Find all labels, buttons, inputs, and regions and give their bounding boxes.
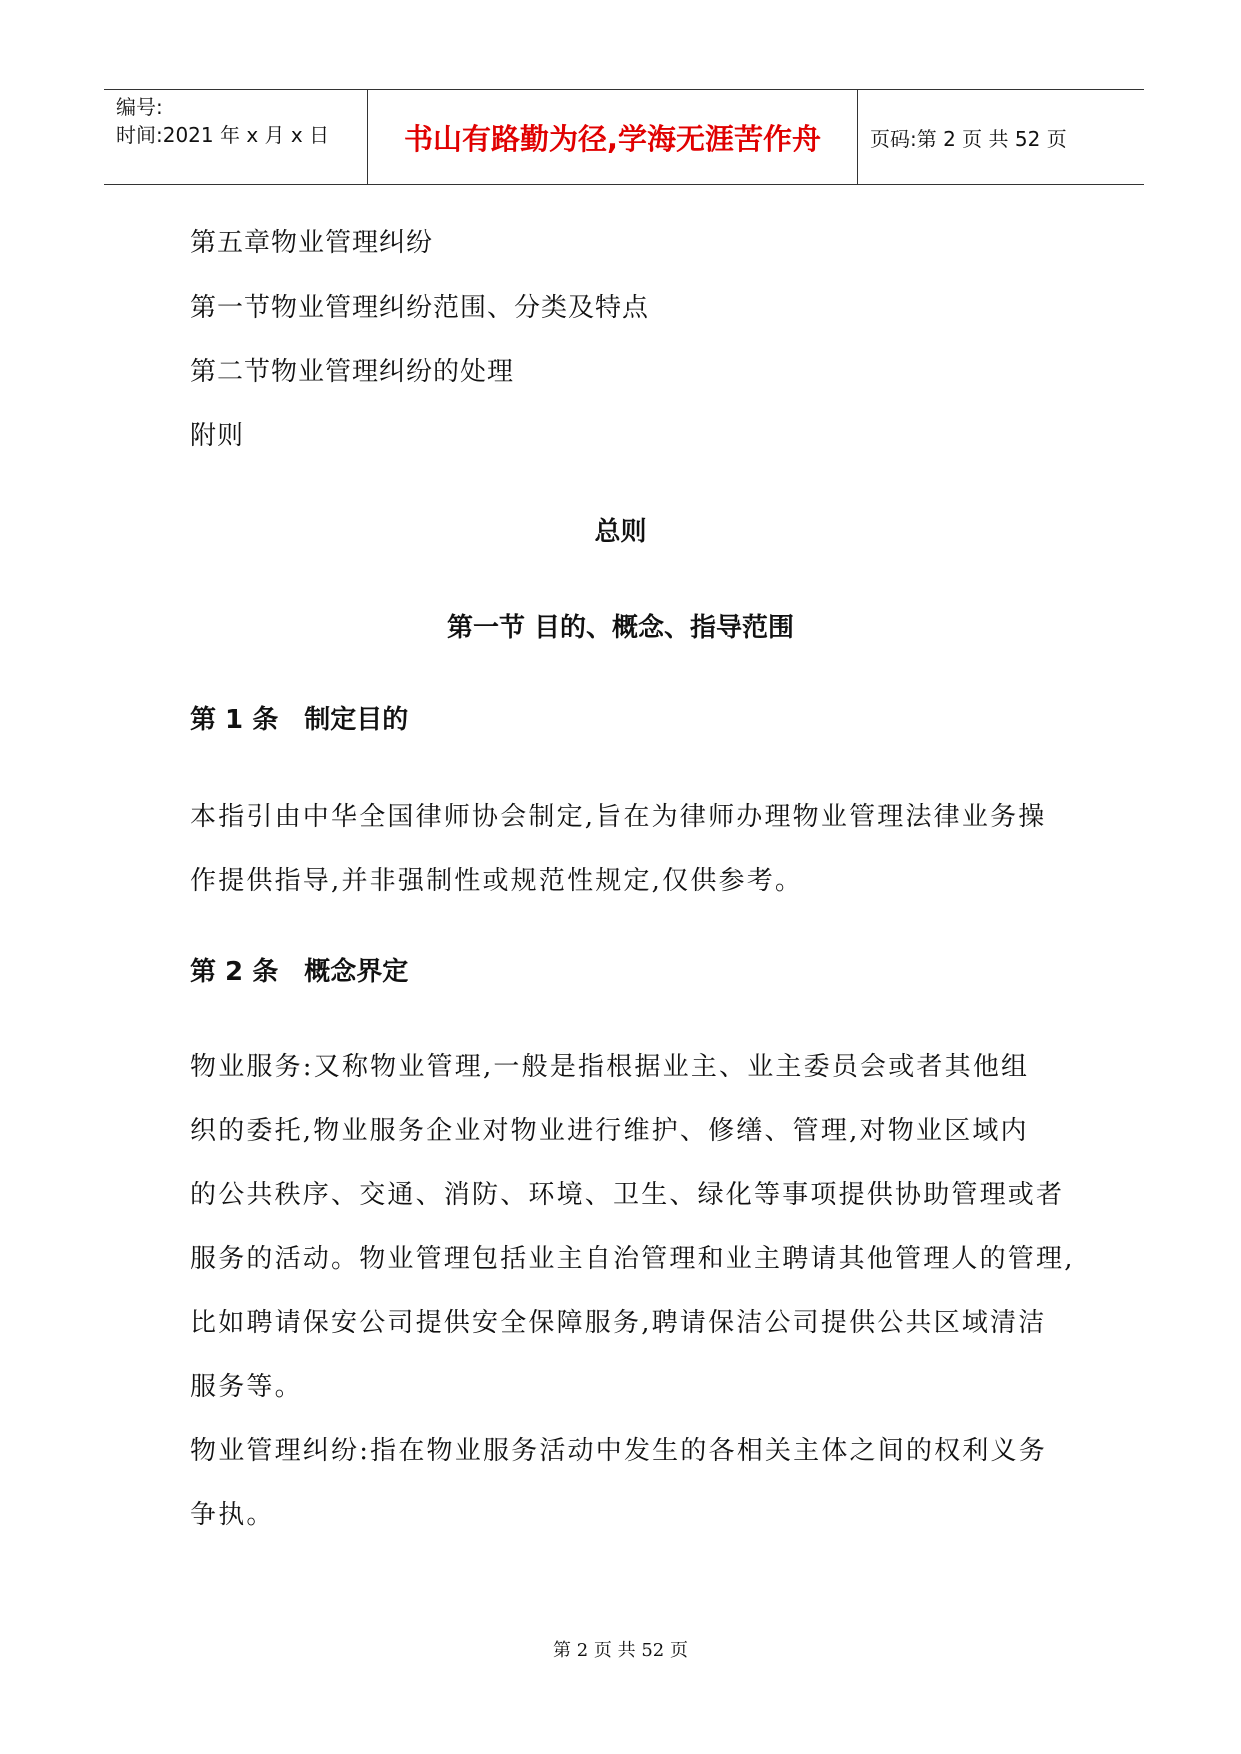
paragraph-line: 作提供指导,并非强制性或规范性规定,仅供参考。 [190,866,804,896]
article-number: 第 1 条 [190,705,279,735]
paragraph-line: 比如聘请保安公司提供安全保障服务,聘请保洁公司提供公共区域清洁 [190,1308,1047,1338]
header-divider [857,90,858,184]
toc-item: 第二节物业管理纠纷的处理 [190,357,515,387]
toc-item: 第五章物业管理纠纷 [190,228,434,258]
heading-section: 第一节 目的、概念、指导范围 [446,613,795,643]
header-time-label: 时间:2021 年 x 月 x 日 [116,123,330,147]
heading-general: 总则 [594,517,647,547]
article-title: 概念界定 [304,957,409,987]
paragraph-line: 物业服务:又称物业管理,一般是指根据业主、业主委员会或者其他组 [190,1052,1030,1082]
paragraph-line: 物业管理纠纷:指在物业服务活动中发生的各相关主体之间的权利义务 [190,1436,1047,1466]
toc-item: 第一节物业管理纠纷范围、分类及特点 [190,293,650,323]
header-motto: 书山有路勤为径,学海无涯苦作舟 [403,121,822,156]
paragraph-line: 本指引由中华全国律师协会制定,旨在为律师办理物业管理法律业务操 [190,802,1047,832]
article-title: 制定目的 [304,705,409,735]
header-number-label: 编号: [116,95,163,119]
article-number: 第 2 条 [190,957,279,987]
page-header-table [104,89,1144,185]
paragraph-line: 的公共秩序、交通、消防、环境、卫生、绿化等事项提供协助管理或者 [190,1180,1065,1210]
header-page-label: 页码:第 2 页 共 52 页 [870,126,1067,151]
paragraph-line: 争执。 [190,1500,275,1530]
header-left-cell [116,93,366,149]
paragraph-line: 织的委托,物业服务企业对物业进行维护、修缮、管理,对物业区域内 [190,1116,1029,1146]
paragraph-line: 服务等。 [190,1372,303,1402]
toc-item: 附则 [190,421,245,451]
paragraph-line: 服务的活动。物业管理包括业主自治管理和业主聘请其他管理人的管理, [190,1244,1075,1274]
article-heading [190,703,408,737]
article-heading [190,955,408,989]
page-footer: 第 2 页 共 52 页 [553,1640,688,1661]
